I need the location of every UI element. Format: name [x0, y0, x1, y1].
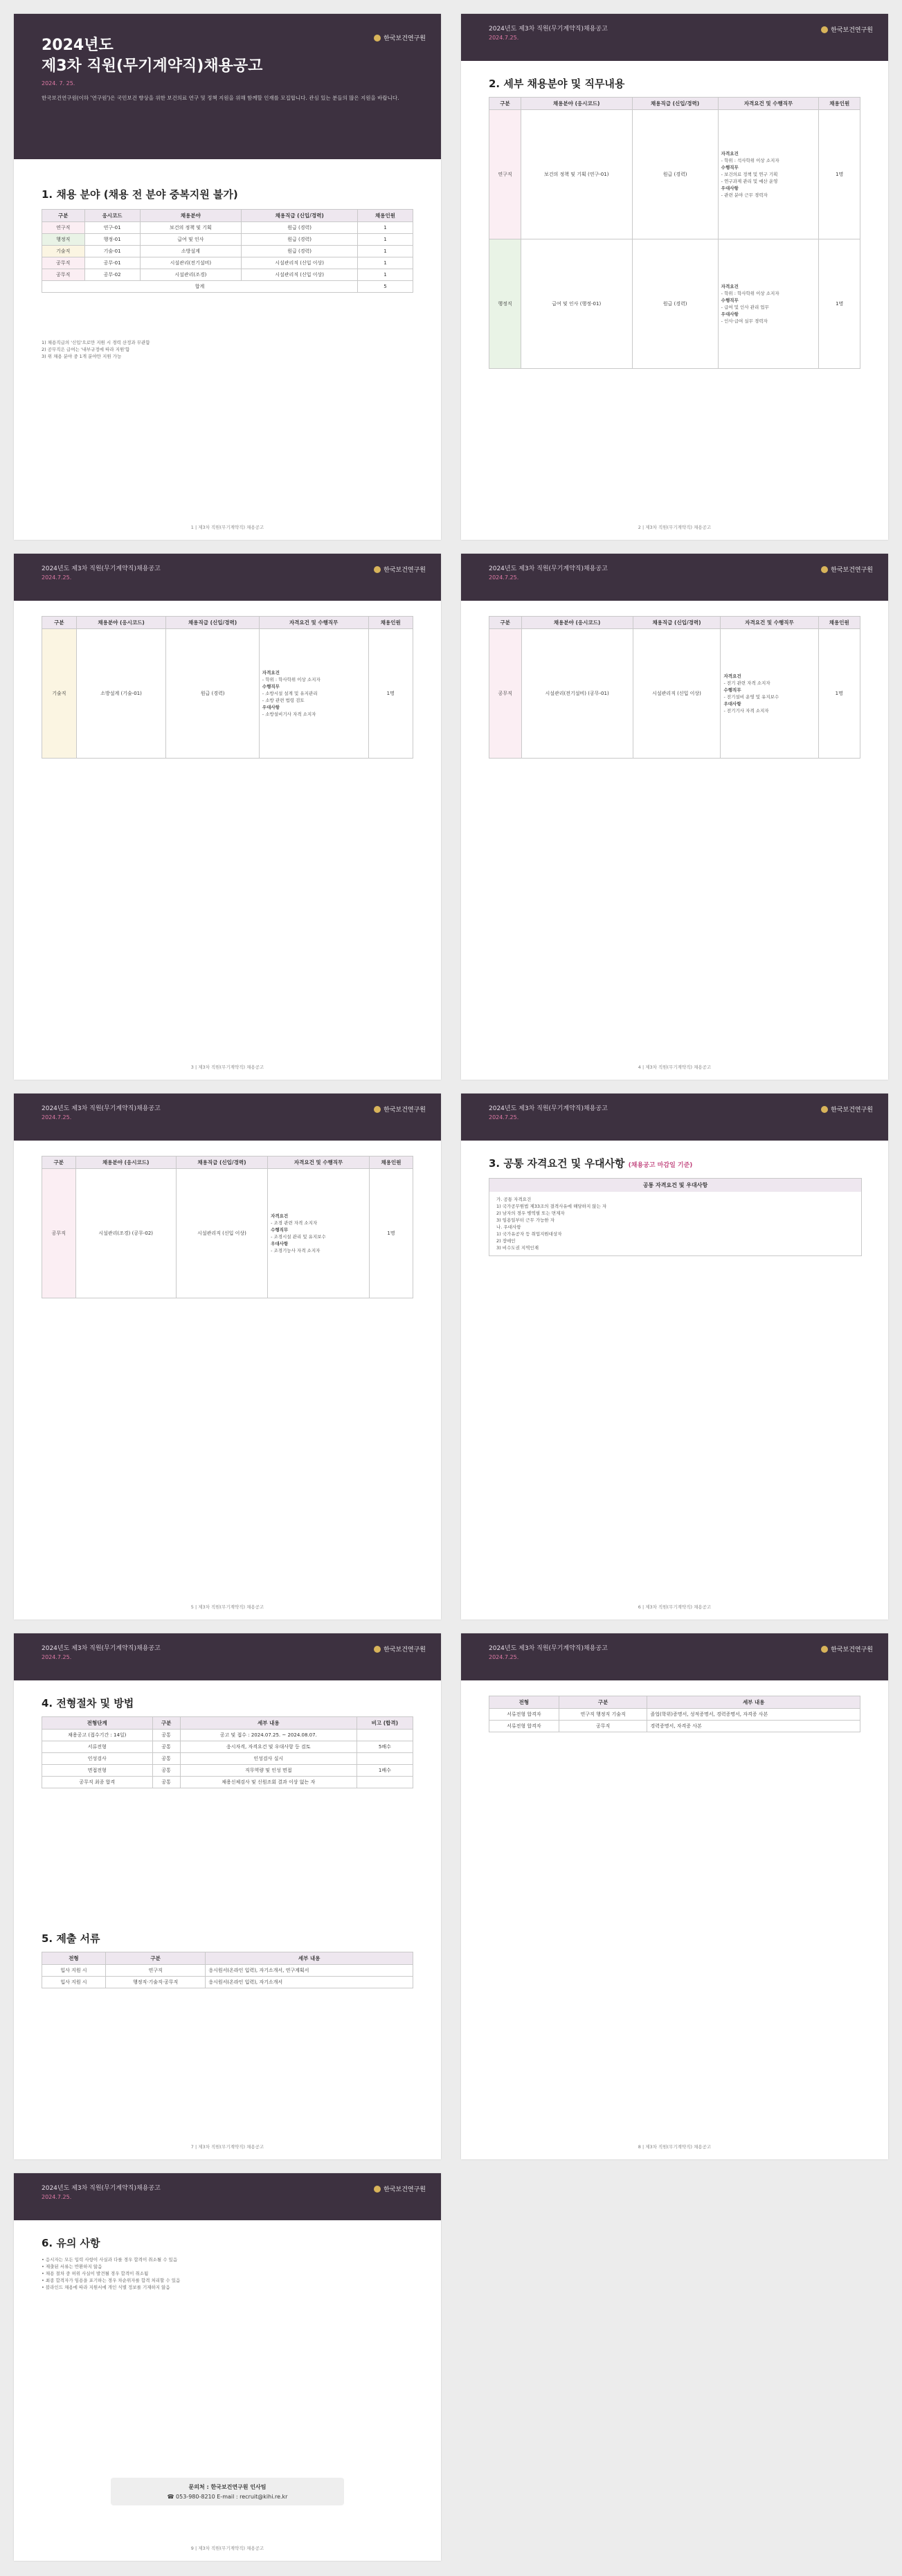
req-line: 나. 우대사항 — [496, 1224, 521, 1230]
table-cell: 기술직 — [42, 246, 85, 257]
grade-cell: 원급 (경력) — [632, 239, 718, 369]
table-cell: 서류전형 합격자 — [489, 1721, 559, 1732]
req-line: - 소방 관련 법령 검토 — [262, 698, 305, 703]
req-line: 자격요건 — [262, 670, 280, 675]
table-row — [489, 1721, 860, 1732]
note-line: 3) 위 채용 분야 중 1개 분야만 지원 가능 — [42, 354, 122, 359]
total-label: 합계 — [42, 281, 358, 293]
req-line: 수행직무 — [721, 298, 739, 303]
table-cell: 서류전형 — [42, 1741, 153, 1753]
page-1 — [14, 14, 441, 540]
common-req-box: 공통 자격요건 및 우대사항 가. 공통 자격요건 1) 국가공무원법 제33조의 결격사유에 해당하지 않는 자 2) 남자의 경우 병역필 또는 면제자 3) 임용일부터 근무 가능한 자 나. 우대사항 1) 국가유공자 등 취업지원대상자 2) 장애인 3) 비수도권 지역인재 — [489, 1178, 862, 1256]
table-cell: 직무역량 및 인성 면접 — [180, 1765, 357, 1777]
logo-mark-icon — [374, 35, 381, 42]
page-footer: 1 | 제3차 직원(무기계약직) 채용공고 — [190, 525, 264, 530]
req-line: 3) 비수도권 지역인재 — [496, 1245, 539, 1251]
req-line: 자격요건 — [271, 1213, 289, 1219]
req-line: 자격요건 — [723, 673, 741, 679]
grade-cell: 원급 (경력) — [632, 110, 718, 239]
req-line: 우대사항 — [721, 311, 739, 317]
table-row — [42, 1765, 413, 1777]
req-line: 수행직무 — [721, 165, 739, 170]
table-cell: 연구직 — [105, 1965, 205, 1977]
page-header: 2024년도 제3차 직원(무기계약직)채용공고 2024.7.25. 한국보건연구원 — [14, 554, 441, 601]
logo-mark-icon — [374, 1646, 381, 1653]
table-cell: 시설관리(전기설비) — [140, 257, 242, 269]
table-cell: 1배수 — [357, 1765, 413, 1777]
req-line: 1) 국가유공자 등 취업지원대상자 — [496, 1231, 562, 1237]
category-cell: 공무직 — [42, 1169, 76, 1298]
req-line: 2) 장애인 — [496, 1238, 516, 1244]
req-line: 우대사항 — [271, 1241, 289, 1246]
page-header: 2024년도 제3차 직원(무기계약직)채용공고 2024.7.25. 한국보건연구원 — [14, 1633, 441, 1680]
req-line: 수행직무 — [262, 684, 280, 689]
table-cell: 공무직 최종 합격 — [42, 1777, 153, 1788]
documents-table: 전형 구분 세부 내용 입사 지원 시 연구직 응시원서(온라인 입력), 자기소개서, 연구계획서 입사 지원 시 행정직·기술직·공무직 응시원서(온라인 입력), 자기소개서 — [42, 1952, 413, 1988]
note-line: 1) 채용직급의 '신입'으로만 지원 시 경력 산정과 무관함 — [42, 340, 150, 345]
table-row — [42, 269, 413, 281]
table-cell: 인성검사 — [42, 1753, 153, 1765]
page-footer: 4 | 제3차 직원(무기계약직) 채용공고 — [638, 1064, 712, 1070]
field-cell: 시설관리(전기설비) (공무-01) — [521, 629, 633, 759]
table-cell: 보건의 정책 및 기획 — [140, 222, 242, 234]
table-cell: 채용신체검사 및 신원조회 결과 이상 없는 자 — [180, 1777, 357, 1788]
req-line: - 급여 및 인사 관리 업무 — [721, 305, 769, 310]
requirements-cell — [268, 1169, 370, 1298]
page-3 — [14, 554, 441, 1080]
section-3-title: 3. 공통 자격요건 및 우대사항 (채용공고 마감일 기준) — [489, 1157, 693, 1170]
req-line: 3) 임용일부터 근무 가능한 자 — [496, 1217, 555, 1223]
table-cell: 1 — [358, 269, 413, 281]
table-cell: 1 — [358, 257, 413, 269]
table-total-row — [42, 281, 413, 293]
page-header: 2024년도 제3차 직원(무기계약직)채용공고 2024.7.25. 한국보건연구원 — [461, 1633, 888, 1680]
category-cell: 행정직 — [489, 239, 521, 369]
logo-mark-icon — [374, 1106, 381, 1113]
cover-year: 2024년도 — [42, 37, 114, 54]
table-cell: 공무직 — [559, 1721, 647, 1732]
req-line: - 소방설비기사 자격 소지자 — [262, 711, 316, 717]
table-cell: 공무직 — [42, 269, 85, 281]
req-line: - 전기기사 자격 소지자 — [723, 708, 769, 714]
note-line: 2) 공무직은 급여는 '내부규정에 따라 지원'함 — [42, 347, 130, 352]
table-cell: 입사 지원 시 — [42, 1977, 106, 1988]
table-cell: 응시원서(온라인 입력), 자기소개서, 연구계획서 — [206, 1965, 413, 1977]
table-cell: 면접전형 — [42, 1765, 153, 1777]
table-cell: 시설관리직 (신입 이상) — [242, 269, 358, 281]
section-1-notes — [42, 339, 413, 360]
page-8 — [461, 1633, 888, 2159]
table-cell: 1 — [358, 234, 413, 246]
section-4-title: 4. 전형절차 및 방법 — [42, 1697, 134, 1709]
caution-item: • 제출된 서류는 반환하지 않음 — [42, 2264, 102, 2269]
caution-list — [42, 2256, 413, 2291]
category-cell: 연구직 — [489, 110, 521, 239]
table-cell: 1 — [358, 222, 413, 234]
table-row — [42, 1741, 413, 1753]
count-cell: 1명 — [818, 629, 860, 759]
req-line: 가. 공통 자격요건 — [496, 1197, 532, 1202]
page-footer: 7 | 제3차 직원(무기계약직) 채용공고 — [190, 2144, 264, 2150]
table-cell: 인성검사 실시 — [180, 1753, 357, 1765]
table-cell: 행정직 — [42, 234, 85, 246]
table-row — [42, 1169, 413, 1298]
documents-table-2: 전형 구분 세부 내용 서류전형 합격자 연구직 행정직 기술직 졸업(학위)증명서, 성적증명서, 경력증명서, 자격증 사본 서류전형 합격자 공무직 경력증명서, 자격증 사본 — [489, 1696, 860, 1732]
count-cell: 1명 — [370, 1169, 413, 1298]
logo-mark-icon — [821, 1106, 828, 1113]
category-cell: 기술직 — [42, 629, 77, 759]
section-5-title: 5. 제출 서류 — [42, 1932, 100, 1945]
table-cell: 입사 지원 시 — [42, 1965, 106, 1977]
section-1-title: 1. 채용 분야 (채용 전 분야 중복지원 불가) — [42, 188, 238, 201]
table-cell: 공통 — [152, 1730, 180, 1741]
logo-mark-icon — [821, 566, 828, 573]
table-row — [42, 246, 413, 257]
section-6-title: 6. 유의 사항 — [42, 2237, 100, 2249]
table-row — [42, 1777, 413, 1788]
table-row — [42, 234, 413, 246]
req-line: 자격요건 — [721, 151, 739, 156]
contact-box: 문의처 : 한국보건연구원 인사팀 ☎ 053-980-8210 E-mail : recruit@kihi.re.kr — [111, 2478, 344, 2505]
table-cell: 공고 및 접수 : 2024.07.25. ~ 2024.08.07. — [180, 1730, 357, 1741]
req-line: - 전기 관련 자격 소지자 — [723, 680, 770, 686]
table-row — [42, 1977, 413, 1988]
page-5 — [14, 1094, 441, 1620]
table-cell: 행정직·기술직·공무직 — [105, 1977, 205, 1988]
req-line: - 소방시설 설계 및 유지관리 — [262, 691, 318, 696]
req-line: - 학위 : 학사학위 이상 소지자 — [262, 677, 321, 682]
table-row — [42, 1753, 413, 1765]
req-line: - 인사·급여 실무 경력자 — [721, 318, 768, 324]
page-4 — [461, 554, 888, 1080]
caution-item: • 최종 합격자가 임용을 포기하는 경우 차순위자를 합격 처리할 수 있음 — [42, 2278, 181, 2283]
page-footer: 5 | 제3차 직원(무기계약직) 채용공고 — [190, 1604, 264, 1610]
table-cell: 5배수 — [357, 1741, 413, 1753]
table-row — [489, 239, 860, 369]
table-cell: 1 — [358, 246, 413, 257]
table-row — [489, 1709, 860, 1721]
count-cell: 1명 — [368, 629, 413, 759]
total-value: 5 — [358, 281, 413, 293]
table-row — [42, 1730, 413, 1741]
req-line: 자격요건 — [721, 284, 739, 289]
table-cell: 공통 — [152, 1741, 180, 1753]
requirements-cell — [718, 239, 819, 369]
table-cell: 연구-01 — [84, 222, 140, 234]
table-cell: 소방설계 — [140, 246, 242, 257]
page-footer: 3 | 제3차 직원(무기계약직) 채용공고 — [190, 1064, 264, 1070]
detail-table-3: 구분 채용분야 (응시코드) 채용직급 (신입/경력) 자격요건 및 수행직무 채용인원 기술직 소방설계 (기술-01) 원급 (경력) 자격요건 - 학위 : 학사학위 이상 소지자 수행직무 - 소방시설 설계 및 유지관리 - 소방 관련 법령 검토 우대사항 - 소방설비기사 자격 소지자 1명 — [42, 616, 413, 759]
req-line: - 전기설비 운영 및 유지보수 — [723, 694, 779, 700]
req-line: - 관련 분야 근무 경력자 — [721, 192, 768, 198]
page-footer: 6 | 제3차 직원(무기계약직) 채용공고 — [638, 1604, 712, 1610]
org-logo: 한국보건연구원 — [374, 33, 426, 42]
recruit-field-table: 구분 응시코드 채용분야 채용직급 (신입/경력) 채용인원 연구직 연구-01 보건의 정책 및 기획 원급 (경력) 1 행정직 행정-01 급여 및 인사 원급 (경력) 1 기술직 기술-01 소방설계 원급 (경력) 1 공무직 공무-01 시설관리(전기설비) 시설관리직 (신입 이상) 1 공무직 공무-02 시설관리(조경) 시설관리직 (신입 이상) 1 합계 5 — [42, 209, 413, 293]
page-header: 2024년도 제3차 직원(무기계약직)채용공고 2024.7.25. 한국보건연구원 — [461, 554, 888, 601]
req-line: - 학위 : 학사학위 이상 소지자 — [721, 291, 779, 296]
page-header: 2024년도 제3차 직원(무기계약직)채용공고 2024.7.25. 한국보건연구원 — [14, 1094, 441, 1141]
table-row — [489, 629, 860, 759]
detail-table-5: 구분 채용분야 (응시코드) 채용직급 (신입/경력) 자격요건 및 수행직무 채용인원 공무직 시설관리(조경) (공무-02) 시설관리직 (신입 이상) 자격요건 - 조경 관련 자격 소지자 수행직무 - 조경시설 관리 및 유지보수 우대사항 - 조경기능사 자격 소지자 1명 — [42, 1156, 413, 1298]
logo-mark-icon — [821, 1646, 828, 1653]
table-cell: 원급 (경력) — [242, 246, 358, 257]
requirements-cell — [721, 629, 818, 759]
caution-item: • 채용 절차 중 허위 사실이 발견될 경우 합격이 취소됨 — [42, 2271, 149, 2276]
logo-mark-icon — [374, 566, 381, 573]
table-cell: 시설관리직 (신입 이상) — [242, 257, 358, 269]
table-cell: 원급 (경력) — [242, 234, 358, 246]
field-cell: 보건의 정책 및 기획 (연구-01) — [521, 110, 632, 239]
table-cell: 연구직 — [42, 222, 85, 234]
table-cell: 서류전형 합격자 — [489, 1709, 559, 1721]
page-header: 2024년도 제3차 직원(무기계약직)채용공고 2024.7.25. 한국보건연구원 — [461, 1094, 888, 1141]
table-row — [489, 110, 860, 239]
req-line: 우대사항 — [723, 701, 741, 707]
process-table: 전형단계 구분 세부 내용 비고 (합격) 채용공고 (접수기간 : 14일) 공통 공고 및 접수 : 2024.07.25. ~ 2024.08.07. 서류전형 공통 응시자격, 자격요건 및 우대사항 등 검토 5배수 인성검사 공통 인성검사 실시 면접전형 공통 직무역량 및 인성 면접 1배수 공무직 최종 합격 공통 채용신체검사 및 신원조회 결과 이상 없는 자 — [42, 1716, 413, 1788]
table-cell: 공통 — [152, 1753, 180, 1765]
requirements-cell — [718, 110, 819, 239]
field-cell: 급여 및 인사 (행정-01) — [521, 239, 632, 369]
table-cell — [357, 1753, 413, 1765]
count-cell: 1명 — [819, 110, 860, 239]
field-cell: 시설관리(조경) (공무-02) — [75, 1169, 176, 1298]
grade-cell: 시설관리직 (신입 이상) — [633, 629, 721, 759]
req-line: - 보건의료 정책 및 연구 기획 — [721, 172, 778, 177]
grade-cell: 원급 (경력) — [166, 629, 259, 759]
field-cell: 소방설계 (기술-01) — [76, 629, 166, 759]
req-line: 우대사항 — [262, 705, 280, 710]
req-line: 수행직무 — [271, 1227, 289, 1233]
detail-table-4: 구분 채용분야 (응시코드) 채용직급 (신입/경력) 자격요건 및 수행직무 채용인원 공무직 시설관리(전기설비) (공무-01) 시설관리직 (신입 이상) 자격요건 - 전기 관련 자격 소지자 수행직무 - 전기설비 운영 및 유지보수 우대사항 - 전기기사 자격 소지자 1명 — [489, 616, 860, 759]
page-6 — [461, 1094, 888, 1620]
logo-mark-icon — [374, 2186, 381, 2193]
req-line: 수행직무 — [723, 687, 741, 693]
caution-item: • 블라인드 채용에 따라 지원서에 개인 식별 정보를 기재하지 않음 — [42, 2285, 170, 2290]
table-cell: 응시원서(온라인 입력), 자기소개서 — [206, 1977, 413, 1988]
table-cell: 급여 및 인사 — [140, 234, 242, 246]
req-line: 2) 남자의 경우 병역필 또는 면제자 — [496, 1210, 565, 1216]
page-header: 2024년도 제3차 직원(무기계약직)채용공고 2024.7.25. 한국보건연구원 — [14, 2173, 441, 2220]
logo-mark-icon — [821, 26, 828, 33]
table-row — [42, 222, 413, 234]
req-line: - 조경 관련 자격 소지자 — [271, 1220, 318, 1226]
category-cell: 공무직 — [489, 629, 522, 759]
table-cell: 응시자격, 자격요건 및 우대사항 등 검토 — [180, 1741, 357, 1753]
req-line: 1) 국가공무원법 제33조의 결격사유에 해당하지 않는 자 — [496, 1204, 607, 1209]
table-row — [42, 1965, 413, 1977]
table-cell: 연구직 행정직 기술직 — [559, 1709, 647, 1721]
page-footer: 2 | 제3차 직원(무기계약직) 채용공고 — [638, 525, 712, 530]
page-7 — [14, 1633, 441, 2159]
table-cell: 공무-02 — [84, 269, 140, 281]
table-cell: 공무-01 — [84, 257, 140, 269]
req-line: 우대사항 — [721, 185, 739, 191]
cover-intro: 한국보건연구원(이하 '연구원')은 국민보건 향상을 위한 보건의료 연구 및 정책 지원을 위해 함께할 인재를 모집합니다. 관심 있는 분들의 많은 지원을 바랍니다. — [42, 95, 399, 101]
table-cell: 공통 — [152, 1777, 180, 1788]
table-row — [42, 257, 413, 269]
table-row — [42, 629, 413, 759]
req-line: - 학위 : 석사학위 이상 소지자 — [721, 158, 779, 163]
cover-date: 2024. 7. 25. — [42, 80, 75, 87]
page-footer: 9 | 제3차 직원(무기계약직) 채용공고 — [190, 2546, 264, 2551]
req-line: - 조경기능사 자격 소지자 — [271, 1248, 321, 1253]
table-cell: 공통 — [152, 1765, 180, 1777]
cover-title: 제3차 직원(무기계약직)채용공고 — [42, 57, 263, 75]
page-footer: 8 | 제3차 직원(무기계약직) 채용공고 — [638, 2144, 712, 2150]
caution-item: • 응시자는 모든 입력 사항이 사실과 다를 경우 합격이 취소될 수 있음 — [42, 2257, 178, 2262]
page-9 — [14, 2173, 441, 2561]
page-header: 2024년도 제3차 직원(무기계약직)채용공고 2024.7.25. 한국보건연구원 — [461, 14, 888, 61]
table-cell — [357, 1730, 413, 1741]
table-cell: 졸업(학위)증명서, 성적증명서, 경력증명서, 자격증 사본 — [647, 1709, 860, 1721]
table-cell — [357, 1777, 413, 1788]
table-cell: 채용공고 (접수기간 : 14일) — [42, 1730, 153, 1741]
detail-table-2: 구분 채용분야 (응시코드) 채용직급 (신입/경력) 자격요건 및 수행직무 채용인원 연구직 보건의 정책 및 기획 (연구-01) 원급 (경력) 자격요건 - 학위 : 석사학위 이상 소지자 수행직무 - 보건의료 정책 및 연구 기획 - 연구과제 관리 및 예산 운영 우대사항 - 관련 분야 근무 경력자 1명 행정직 급여 및 인사 (행정-01) 원급 (경력) 자격요건 - 학위 : 학사학위 이상 소지자 수행직무 - 급여 및 인사 관리 업무 우대사항 - 인사·급여 실무 경력자 1명 — [489, 97, 860, 369]
table-cell: 공무직 — [42, 257, 85, 269]
table-cell: 시설관리(조경) — [140, 269, 242, 281]
table-cell: 경력증명서, 자격증 사본 — [647, 1721, 860, 1732]
grade-cell: 시설관리직 (신입 이상) — [176, 1169, 267, 1298]
table-cell: 행정-01 — [84, 234, 140, 246]
requirements-cell — [259, 629, 368, 759]
cover-banner — [14, 14, 441, 159]
table-cell: 기술-01 — [84, 246, 140, 257]
req-line: - 조경시설 관리 및 유지보수 — [271, 1234, 326, 1240]
table-cell: 원급 (경력) — [242, 222, 358, 234]
count-cell: 1명 — [819, 239, 860, 369]
section-2-title: 2. 세부 채용분야 및 직무내용 — [489, 78, 625, 90]
req-line: - 연구과제 관리 및 예산 운영 — [721, 179, 778, 184]
page-2 — [461, 14, 888, 540]
